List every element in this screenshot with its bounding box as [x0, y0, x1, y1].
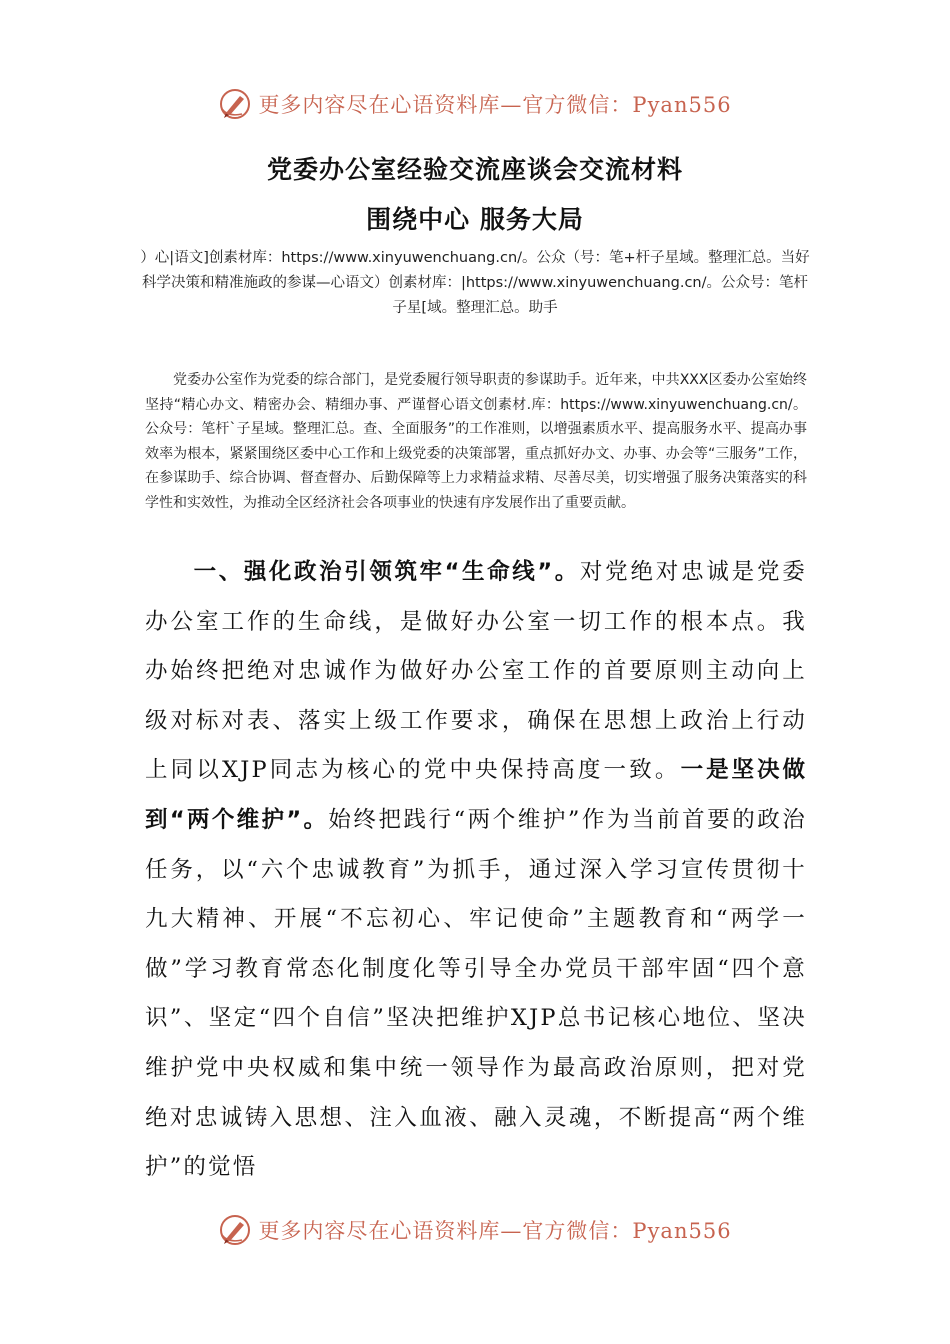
- document-subtitle: 围绕中心 服务大局: [366, 205, 584, 234]
- section-1-text-a: 对党绝对忠诚是党委办公室工作的生命线，是做好办公室一切工作的根本点。我办始终把绝对忠诚作为做好办公室工作的首要原则主动向上级对标对表、落实上级工作要求，确保在思想上政治上行动上同以XJP同志为核心的党中央保持高度一致。: [145, 559, 807, 784]
- source-note: ）心|语文]创素材库：https://www.xinyuwenchuang.cn/。公众（号：笔+杆子星域。整理汇总。当好科学决策和精准施政的参谋—心语文）创素材库：|https://www.xinyuwenchuang.cn/。公众号：笔杆子星[域。整理汇总。助手: [140, 250, 810, 316]
- section-1-text-b: 始终把践行“两个维护”作为当前首要的政治任务，以“六个忠诚教育”为抓手，通过深入学习宣传贯彻十九大精神、开展“不忘初心、牢记使命”主题教育和“两学一做”学习教育常态化制度化等引导全办党员干部牢固“四个意识”、坚定“四个自信”坚决把维护XJP总书记核心地位、坚决维护党中央权威和集中统一领导作为最高政治原则，把对党绝对忠诚铸入思想、注入血液、融入灵魂，不断提高“两个维护”的觉悟: [145, 806, 808, 1181]
- pen-logo-icon: [218, 1213, 252, 1247]
- section-1-paragraph: [145, 548, 807, 1193]
- pen-logo-icon: [218, 87, 252, 121]
- watermark-text: 更多内容尽在心语资料库—官方微信：Pyan556: [258, 93, 732, 117]
- watermark-header: [0, 84, 950, 124]
- document-title: 党委办公室经验交流座谈会交流材料: [266, 155, 683, 184]
- point-1-heading: 一是坚决做到“两个维护”。: [145, 757, 807, 833]
- section-1-heading: 一、强化政治引领筑牢“生命线”。: [193, 559, 580, 585]
- watermark-footer: [0, 1210, 950, 1250]
- intro-paragraph: 党委办公室作为党委的综合部门，是党委履行领导职责的参谋助手。近年来，中共XXX区委办公室始终坚持“精心办文、精密办会、精细办事、严谨督心语文创素材.库：https://www.xinyuwenchuang.cn/。公众号：笔杆`子星域。整理汇总。查、全面服务”的工作准则，以增强素质水平、提高服务水平、提高办事效率为根本，紧紧围绕区委中心工作和上级党委的决策部署，重点抓好办文、办事、办会等“三服务”工作，在参谋助手、综合协调、督查督办、后勤保障等上力求精益求精、尽善尽美，切实增强了服务决策落实的科学性和实效性，为推动全区经济社会各项事业的快速有序发展作出了重要贡献。: [145, 372, 807, 511]
- watermark-text: 更多内容尽在心语资料库—官方微信：Pyan556: [258, 1219, 732, 1243]
